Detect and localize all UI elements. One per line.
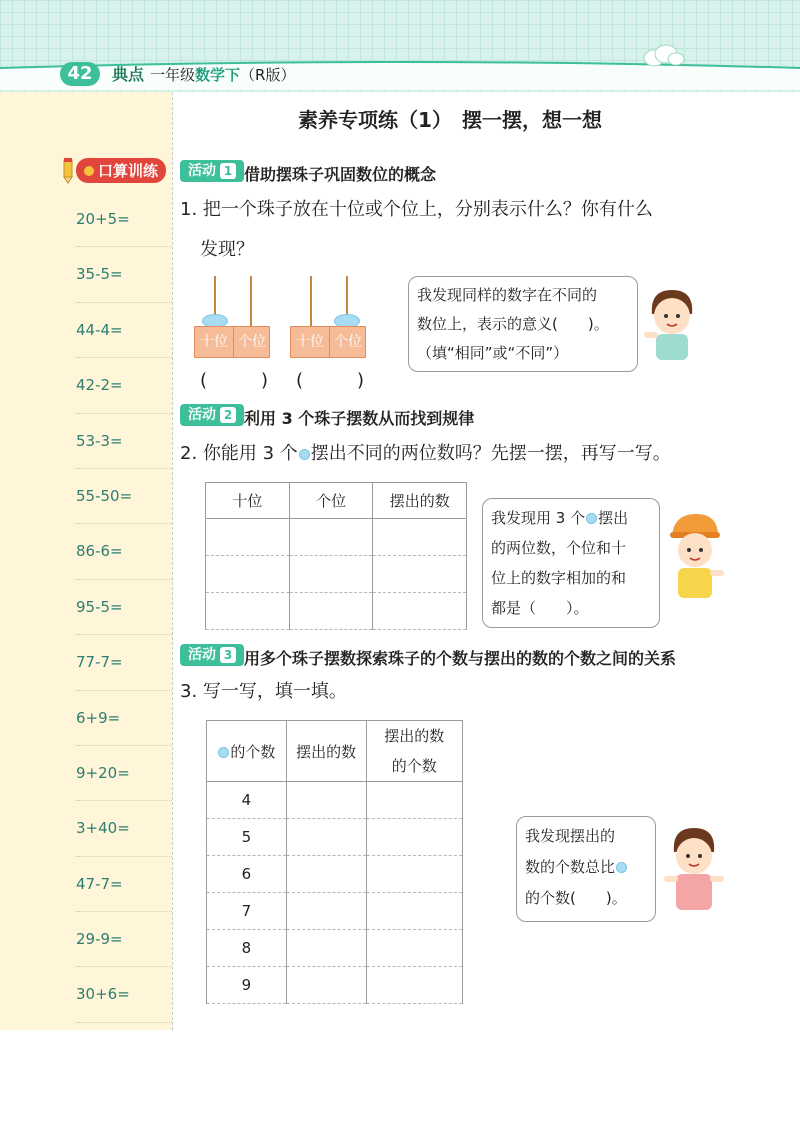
table-row: [207, 893, 463, 930]
page-number: 42: [60, 62, 100, 86]
grade-edition: （R版）: [240, 66, 296, 84]
tens-label: 十位: [200, 334, 228, 350]
kousuan-badge: [60, 156, 178, 186]
page-header: [0, 0, 800, 92]
bead-count-cell: 8: [207, 930, 287, 967]
answer-blank-1[interactable]: ( ): [200, 370, 269, 391]
table-row: [207, 930, 463, 967]
bubble-1-line-1: 我发现同样的数字在不同的: [417, 286, 598, 304]
calc-item: 6+9=: [76, 691, 172, 746]
table-cell[interactable]: [366, 967, 462, 1004]
table-cell[interactable]: [366, 819, 462, 856]
table-cell[interactable]: [286, 930, 366, 967]
kousuan-text: 口算训练: [98, 162, 159, 180]
table-cell[interactable]: [206, 593, 290, 630]
bead-count-cell: 7: [207, 893, 287, 930]
calc-item: 47-7=: [76, 857, 172, 912]
table-cell[interactable]: [373, 593, 467, 630]
bubble-2-line-1: [491, 503, 651, 533]
bubble-2-line-3: 位上的数字相加的和: [491, 569, 627, 587]
speech-bubble-3: [516, 816, 656, 922]
bead-icon: [586, 513, 597, 524]
bead-table-2: [206, 720, 463, 1004]
speech-bubble-2: [482, 498, 660, 628]
question-2-pre: 2. 你能用 3 个: [180, 443, 298, 464]
activity-badge-2: [180, 404, 244, 426]
table-row: [206, 556, 467, 593]
col-tens: 十位: [206, 483, 290, 519]
col-number-count: [366, 721, 462, 782]
table-cell[interactable]: [289, 556, 373, 593]
bead-table-1: [205, 482, 467, 630]
table-cell[interactable]: [289, 593, 373, 630]
bubble-1-line-3: （填“相同”或“不同”）: [417, 344, 569, 362]
sidebar-divider: [172, 92, 173, 1030]
question-2: [180, 436, 671, 472]
abacus-base: [194, 326, 270, 358]
bubble-2-line-2: 的两位数，个位和十: [491, 539, 627, 557]
table-row: [206, 519, 467, 556]
star-icon: [84, 166, 94, 176]
tens-rod: [310, 276, 312, 326]
table-cell[interactable]: [286, 819, 366, 856]
calc-item: 44-4=: [76, 303, 172, 358]
table-cell[interactable]: [206, 519, 290, 556]
bubble-2-pre: 我发现用 3 个: [491, 509, 586, 527]
col-bead-count: [207, 721, 287, 782]
abacus-2: [290, 276, 366, 358]
col-number: 摆出的数: [373, 483, 467, 519]
kousuan-label: [76, 158, 166, 183]
cloud-icon: [640, 42, 686, 68]
boy-character-icon: [642, 284, 702, 362]
grade-label: [150, 64, 295, 85]
activity-label: 活动: [188, 647, 216, 663]
table-row: [207, 967, 463, 1004]
bead-count-cell: 5: [207, 819, 287, 856]
grade-subject: 数学下: [195, 66, 241, 84]
bead-icon: [218, 747, 229, 758]
table-cell[interactable]: [286, 856, 366, 893]
calc-item: 3+40=: [76, 801, 172, 856]
grade-prefix: 一年级: [150, 66, 196, 84]
pencil-icon: [60, 158, 76, 184]
col-number-count-line-2: 的个数: [391, 757, 437, 775]
abacus-1: [194, 276, 270, 358]
abacus-base: [290, 326, 366, 358]
calc-item: 35-5=: [76, 247, 172, 302]
activity-number: 3: [220, 647, 236, 663]
calc-item: 20+5=: [76, 192, 172, 247]
bubble-2-line-4: 都是（ ）。: [491, 599, 589, 617]
table-cell[interactable]: [366, 930, 462, 967]
bubble-3-line-3: 的个数( )。: [525, 889, 627, 907]
table-row: [207, 856, 463, 893]
table-cell[interactable]: [373, 519, 467, 556]
girl-character-icon: [664, 510, 726, 602]
calc-item: 42-2=: [76, 358, 172, 413]
calc-item: 77-7=: [76, 635, 172, 690]
activity-badge-3: [180, 644, 244, 666]
page-title: 素养专项练（1） 摆一摆，想一想: [298, 108, 602, 132]
table-cell[interactable]: [206, 556, 290, 593]
question-1-line-1: 1. 把一个珠子放在十位或个位上，分别表示什么？你有什么: [180, 199, 653, 220]
table-cell[interactable]: [366, 856, 462, 893]
table-cell[interactable]: [289, 519, 373, 556]
calc-item: 86-6=: [76, 524, 172, 579]
activity-3-title: 用多个珠子摆数探索珠子的个数与摆出的数的个数之间的关系: [244, 649, 677, 668]
question-2-post: 摆出不同的两位数吗？先摆一摆，再写一写。: [310, 443, 671, 464]
activity-badge-1: [180, 160, 244, 182]
col-bead-count-label: 的个数: [230, 742, 276, 761]
ones-rod: [250, 276, 252, 326]
question-1-line-2: 发现？: [200, 239, 254, 260]
col-ones: 个位: [289, 483, 373, 519]
question-3: 3. 写一写，填一填。: [180, 681, 347, 702]
table-cell[interactable]: [286, 782, 366, 819]
bead-count-cell: 9: [207, 967, 287, 1004]
answer-blank-2[interactable]: ( ): [296, 370, 365, 391]
table-cell[interactable]: [373, 556, 467, 593]
col-numbers: 摆出的数: [286, 721, 366, 782]
col-number-count-line-1: 摆出的数: [384, 727, 445, 745]
calc-item: 53-3=: [76, 414, 172, 469]
activity-label: 活动: [188, 407, 216, 423]
table-row: [207, 819, 463, 856]
brand-logo: 典点: [112, 65, 145, 84]
ones-label: 个位: [329, 327, 366, 357]
bead-count-cell: 4: [207, 782, 287, 819]
activity-number: 1: [220, 163, 236, 179]
bubble-3-line-1: 我发现摆出的: [525, 827, 616, 845]
ones-label: 个位: [233, 327, 270, 357]
calc-item: 55-50=: [76, 469, 172, 524]
calc-item: 95-5=: [76, 580, 172, 635]
activity-2-title: 利用 3 个珠子摆数从而找到规律: [244, 409, 475, 428]
table-cell[interactable]: [366, 782, 462, 819]
bead-count-cell: 6: [207, 856, 287, 893]
calc-item: 30+6=: [76, 967, 172, 1022]
speech-bubble-1: [408, 276, 638, 372]
activity-label: 活动: [188, 163, 216, 179]
bubble-3-line-2: [525, 852, 647, 883]
bubble-1-line-2: 数位上，表示的意义( )。: [417, 315, 609, 333]
bubble-3-line-2-text: 数的个数总比: [525, 858, 616, 876]
activity-number: 2: [220, 407, 236, 423]
table-row: [207, 782, 463, 819]
activity-1-title: 借助摆珠子巩固数位的概念: [244, 165, 437, 184]
bead-icon: [616, 862, 627, 873]
calculation-list: [76, 192, 172, 1023]
table-cell[interactable]: [286, 967, 366, 1004]
table-row: [206, 593, 467, 630]
boy-character-2-icon: [662, 822, 726, 914]
table-cell[interactable]: [366, 893, 462, 930]
calc-item: 9+20=: [76, 746, 172, 801]
bubble-2-post: 摆出: [598, 509, 629, 527]
tens-label: 十位: [296, 334, 324, 350]
calc-item: 29-9=: [76, 912, 172, 967]
table-cell[interactable]: [286, 893, 366, 930]
bead-icon: [299, 449, 310, 460]
